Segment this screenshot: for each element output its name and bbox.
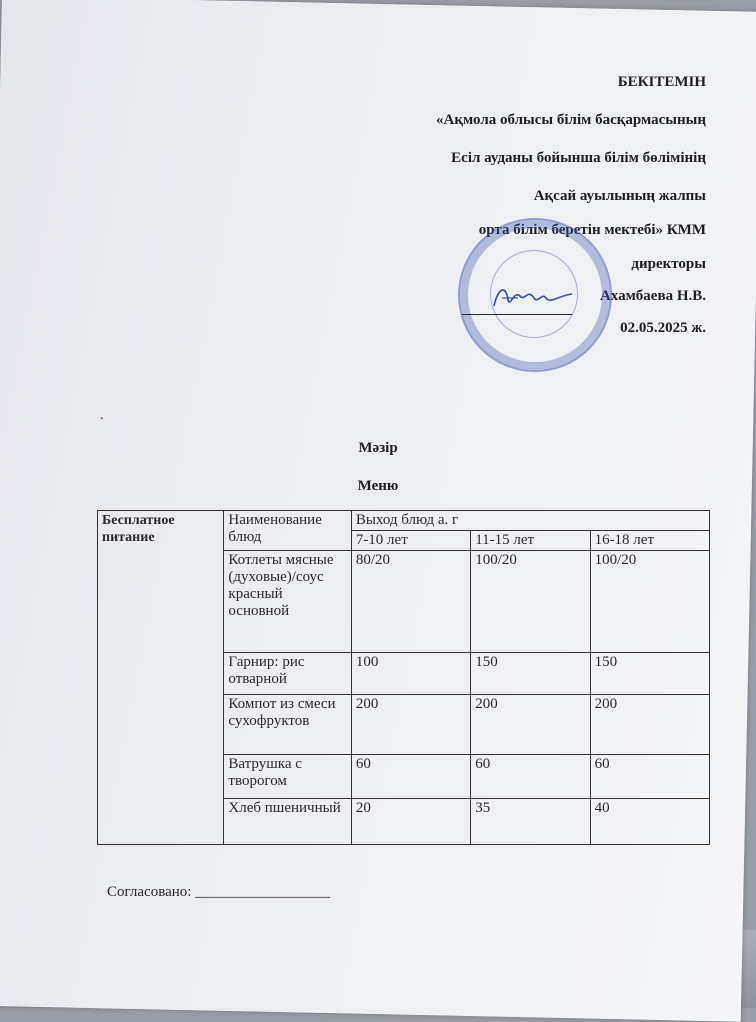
- approve-line-4: орта білім беретін мектебі» КММ: [478, 222, 706, 238]
- signer-name: Ахамбаева Н.В.: [599, 288, 706, 304]
- portion-value: 20: [351, 799, 470, 845]
- signature-mark: [488, 278, 578, 318]
- dish-name: Котлеты мясные (духовые)/соус красный основной: [224, 551, 351, 653]
- dish-name-header: Наименование блюд: [224, 511, 351, 551]
- portion-value: 200: [351, 695, 470, 755]
- approve-line-5: директоры: [631, 256, 706, 272]
- portion-value: 200: [590, 695, 709, 755]
- portion-value: 100: [351, 653, 470, 695]
- approve-line-1: «Ақмола облысы білім басқармасының: [436, 112, 706, 128]
- approve-title: БЕКІТЕМІН: [617, 74, 706, 90]
- portion-value: 60: [590, 755, 709, 799]
- portion-value: 100/20: [471, 551, 590, 653]
- portion-value: 150: [471, 653, 590, 695]
- portion-value: 60: [351, 755, 470, 799]
- portion-value: 80/20: [351, 551, 470, 653]
- portion-value: 35: [471, 799, 590, 845]
- dish-name: Хлеб пшеничный: [224, 799, 351, 845]
- agreed-line: Согласовано: __________________: [107, 884, 331, 900]
- stray-dot: .: [100, 408, 104, 423]
- age-group-1: 7-10 лет: [351, 531, 470, 551]
- table-header-row: [98, 511, 710, 531]
- age-group-3: 16-18 лет: [590, 531, 709, 551]
- title-russian: Меню: [357, 478, 399, 494]
- approve-line-2: Есіл ауданы бойынша білім бөлімінің: [451, 150, 706, 166]
- dish-name: Компот из смеси сухофруктов: [224, 695, 351, 755]
- signature-line: [462, 314, 572, 315]
- output-header: Выход блюд а. г: [351, 511, 709, 531]
- approve-line-3: Ақсай ауылының жалпы: [533, 188, 706, 204]
- portion-value: 40: [590, 799, 709, 845]
- dish-name: Ватрушка с творогом: [224, 755, 351, 799]
- portion-value: 200: [471, 695, 590, 755]
- portion-value: 60: [471, 755, 590, 799]
- free-meal-cell: Бесплатное питание: [98, 511, 224, 845]
- age-group-2: 11-15 лет: [471, 531, 590, 551]
- menu-table: [97, 510, 710, 845]
- approval-date: 02.05.2025 ж.: [620, 320, 706, 336]
- portion-value: 150: [590, 653, 709, 695]
- title-kazakh: Мәзір: [358, 440, 398, 456]
- portion-value: 100/20: [590, 551, 709, 653]
- dish-name: Гарнир: рис отварной: [224, 653, 351, 695]
